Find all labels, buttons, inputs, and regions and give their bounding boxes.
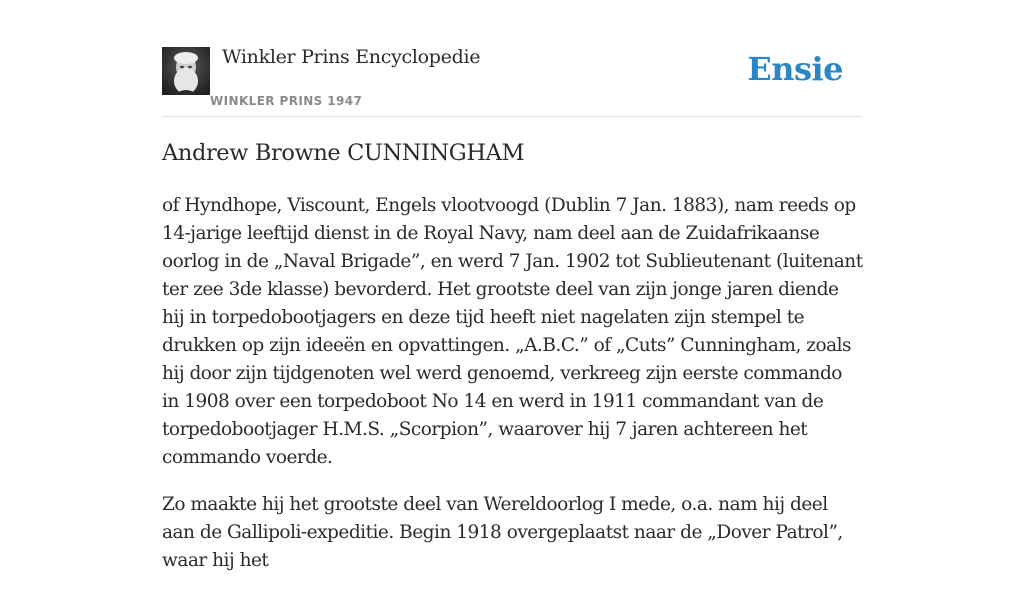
author-avatar[interactable]: [162, 47, 210, 95]
article-paragraph: Zo maakte hij het grootste deel van Wereldoorlog I mede, o.a. nam hij deel aan de Gallipoli-expeditie. Begin 1918 overgeplaatst naar de „Dover Patrol”, waar hij het: [162, 494, 843, 571]
article-title: Andrew Browne CUNNINGHAM: [162, 140, 525, 166]
site-title[interactable]: Winkler Prins Encyclopedie: [222, 46, 481, 68]
site-header: [162, 0, 862, 117]
source-subtitle[interactable]: WINKLER PRINS 1947: [210, 94, 363, 108]
ensie-logo-link[interactable]: Ensie: [747, 50, 843, 88]
portrait-image: [162, 47, 210, 95]
article-paragraph: of Hyndhope, Viscount, Engels vlootvoogd (Dublin 7 Jan. 1883), nam reeds op 14-jarige leeftijd dienst in de Royal Navy, nam deel aan de Zuidafrikaanse oorlog in de „Naval Brigade”, en werd 7 Jan. 1902 tot Sublieutenant (luitenant ter zee 3de klasse) bevorderd. Het grootste deel van zijn jonge jaren diende hij in torpedobootjagers en deze tijd heeft niet nagelaten zijn stempel te drukken op zijn ideeën en opvattingen. „A.B.C.” of „Cuts” Cunningham, zoals hij door zijn tijdgenoten wel werd genoemd, verkreeg zijn eerste commando in 1908 over een torpedoboot No 14 en werd in 1911 commandant van de torpedobootjager H.M.S. „Scorpion”, waarover hij 7 jaren achtereen het commando voerde.: [162, 195, 863, 468]
article-body: [162, 192, 864, 594]
